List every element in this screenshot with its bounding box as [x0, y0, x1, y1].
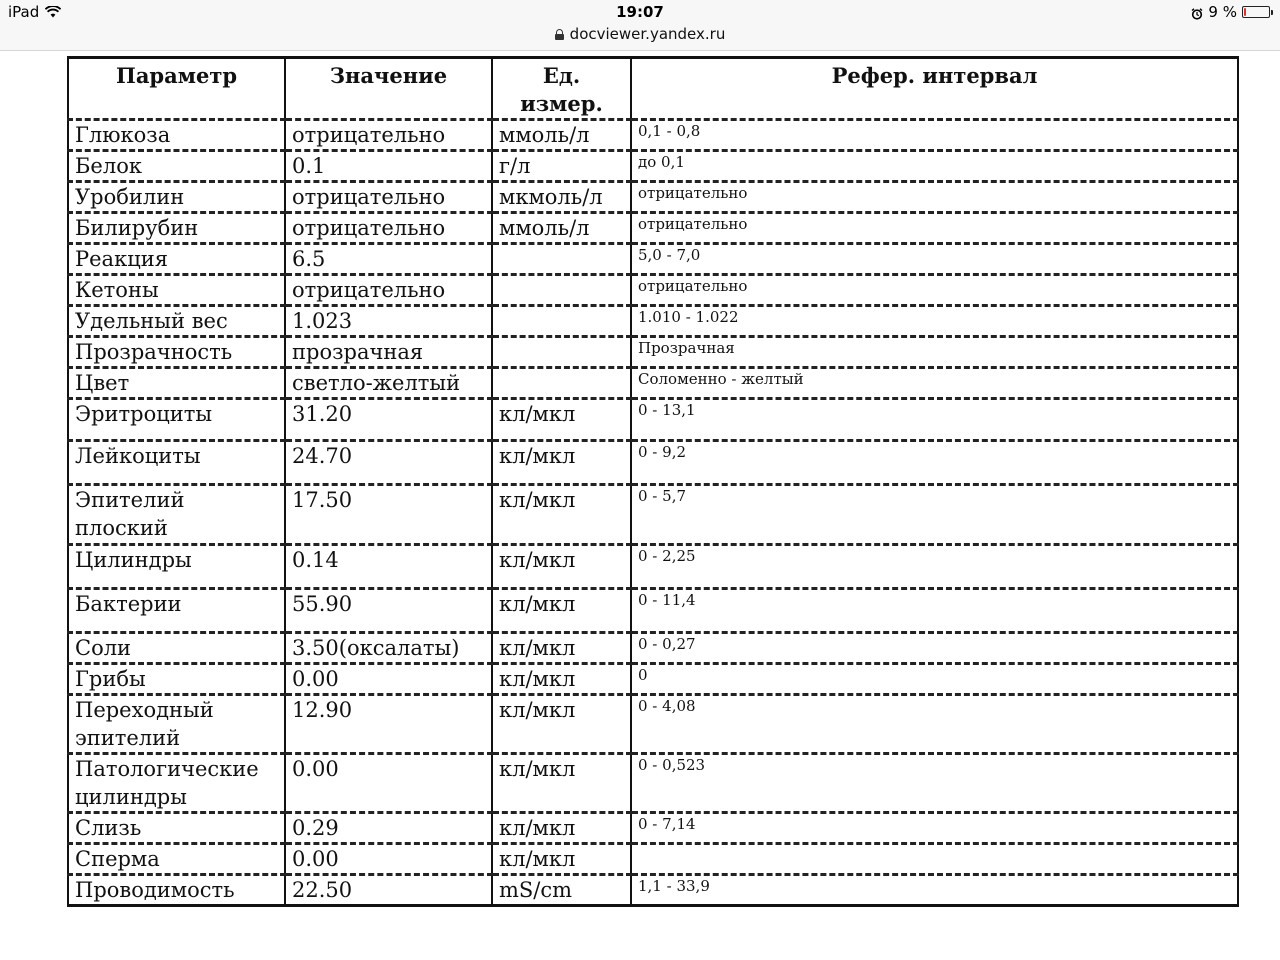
table-row — [68, 485, 1238, 545]
cell-parameter: Патологические цилиндры — [68, 754, 285, 813]
cell-unit — [492, 244, 631, 275]
cell-value: 31.20 — [285, 399, 492, 441]
table-row — [68, 151, 1238, 182]
cell-reference: 0 - 0,523 — [631, 754, 1238, 813]
table-row — [68, 213, 1238, 244]
cell-reference: 1.010 - 1.022 — [631, 306, 1238, 337]
cell-reference: отрицательно — [631, 275, 1238, 306]
cell-unit: кл/мкл — [492, 441, 631, 485]
table-row — [68, 545, 1238, 589]
cell-parameter: Белок — [68, 151, 285, 182]
cell-parameter: Слизь — [68, 813, 285, 844]
cell-reference: отрицательно — [631, 213, 1238, 244]
cell-reference: Соломенно - желтый — [631, 368, 1238, 399]
table-row — [68, 754, 1238, 813]
battery-icon — [1242, 6, 1270, 18]
cell-parameter: Переходный эпителий — [68, 695, 285, 754]
cell-parameter: Сперма — [68, 844, 285, 875]
cell-reference: 0,1 - 0,8 — [631, 120, 1238, 151]
battery-percent: 9 % — [1208, 3, 1237, 21]
cell-unit: ммоль/л — [492, 120, 631, 151]
cell-reference: 1,1 - 33,9 — [631, 875, 1238, 906]
table-row — [68, 813, 1238, 844]
cell-unit: mS/cm — [492, 875, 631, 906]
table-row — [68, 633, 1238, 664]
cell-reference: 5,0 - 7,0 — [631, 244, 1238, 275]
cell-unit: кл/мкл — [492, 589, 631, 633]
cell-unit: кл/мкл — [492, 754, 631, 813]
table-row — [68, 844, 1238, 875]
cell-reference: 0 - 4,08 — [631, 695, 1238, 754]
header-value: Значение — [285, 58, 492, 120]
cell-unit — [492, 275, 631, 306]
cell-unit — [492, 306, 631, 337]
cell-parameter: Уробилин — [68, 182, 285, 213]
cell-parameter: Прозрачность — [68, 337, 285, 368]
cell-unit: ммоль/л — [492, 213, 631, 244]
cell-reference: 0 - 5,7 — [631, 485, 1238, 545]
cell-reference: 0 - 2,25 — [631, 545, 1238, 589]
cell-value: отрицательно — [285, 275, 492, 306]
cell-value: прозрачная — [285, 337, 492, 368]
table-row — [68, 182, 1238, 213]
cell-value: светло-желтый — [285, 368, 492, 399]
cell-unit: кл/мкл — [492, 844, 631, 875]
cell-value: 17.50 — [285, 485, 492, 545]
cell-value: 0.00 — [285, 664, 492, 695]
cell-reference: 0 - 11,4 — [631, 589, 1238, 633]
cell-value: 24.70 — [285, 441, 492, 485]
table-row — [68, 695, 1238, 754]
cell-unit: кл/мкл — [492, 545, 631, 589]
cell-unit: кл/мкл — [492, 695, 631, 754]
cell-parameter: Лейкоциты — [68, 441, 285, 485]
cell-value: 0.00 — [285, 844, 492, 875]
table-row — [68, 875, 1238, 906]
table-header-row — [68, 58, 1238, 120]
cell-value: 0.14 — [285, 545, 492, 589]
cell-unit: г/л — [492, 151, 631, 182]
cell-unit: мкмоль/л — [492, 182, 631, 213]
cell-reference: 0 - 13,1 — [631, 399, 1238, 441]
cell-parameter: Грибы — [68, 664, 285, 695]
cell-parameter: Соли — [68, 633, 285, 664]
cell-reference: до 0,1 — [631, 151, 1238, 182]
cell-parameter: Цилиндры — [68, 545, 285, 589]
alarm-icon — [1191, 6, 1203, 18]
cell-value: отрицательно — [285, 213, 492, 244]
table-row — [68, 664, 1238, 695]
cell-value: 22.50 — [285, 875, 492, 906]
cell-parameter: Реакция — [68, 244, 285, 275]
table-row — [68, 120, 1238, 151]
address-bar[interactable] — [0, 25, 1280, 43]
cell-unit: кл/мкл — [492, 633, 631, 664]
cell-value: 3.50(оксалаты) — [285, 633, 492, 664]
address-url[interactable]: docviewer.yandex.ru — [569, 25, 726, 43]
cell-value: 55.90 — [285, 589, 492, 633]
cell-parameter: Эпителий плоский — [68, 485, 285, 545]
cell-parameter: Эритроциты — [68, 399, 285, 441]
table-row — [68, 244, 1238, 275]
cell-reference: 0 - 0,27 — [631, 633, 1238, 664]
table-row — [68, 337, 1238, 368]
cell-unit — [492, 368, 631, 399]
cell-value: 1.023 — [285, 306, 492, 337]
cell-parameter: Билирубин — [68, 213, 285, 244]
cell-value: отрицательно — [285, 182, 492, 213]
cell-value: 0.00 — [285, 754, 492, 813]
table-row — [68, 589, 1238, 633]
cell-value: отрицательно — [285, 120, 492, 151]
cell-reference: 0 - 9,2 — [631, 441, 1238, 485]
cell-value: 6.5 — [285, 244, 492, 275]
wifi-icon — [45, 6, 61, 18]
cell-unit: кл/мкл — [492, 664, 631, 695]
device-name: iPad — [8, 3, 40, 21]
table-row — [68, 368, 1238, 399]
table-row — [68, 399, 1238, 441]
cell-reference — [631, 844, 1238, 875]
cell-unit: кл/мкл — [492, 485, 631, 545]
header-reference: Рефер. интервал — [631, 58, 1238, 120]
cell-unit: кл/мкл — [492, 813, 631, 844]
status-left — [8, 3, 61, 21]
cell-unit — [492, 337, 631, 368]
table-row — [68, 306, 1238, 337]
cell-parameter: Глюкоза — [68, 120, 285, 151]
header-parameter: Параметр — [68, 58, 285, 120]
clock: 19:07 — [616, 3, 664, 21]
cell-reference: отрицательно — [631, 182, 1238, 213]
lock-icon — [555, 29, 564, 40]
results-table — [67, 56, 1239, 907]
cell-reference: Прозрачная — [631, 337, 1238, 368]
header-unit: Ед. измер. — [492, 58, 631, 120]
cell-parameter: Удельный вес — [68, 306, 285, 337]
cell-parameter: Цвет — [68, 368, 285, 399]
battery-level — [1244, 8, 1246, 16]
status-right — [1191, 3, 1270, 21]
cell-parameter: Кетоны — [68, 275, 285, 306]
cell-unit: кл/мкл — [492, 399, 631, 441]
status-bar — [0, 0, 1280, 51]
cell-reference: 0 - 7,14 — [631, 813, 1238, 844]
cell-value: 0.29 — [285, 813, 492, 844]
cell-parameter: Проводимость — [68, 875, 285, 906]
cell-parameter: Бактерии — [68, 589, 285, 633]
table-row — [68, 441, 1238, 485]
document-page — [67, 56, 1239, 902]
cell-value: 12.90 — [285, 695, 492, 754]
table-row — [68, 275, 1238, 306]
cell-reference: 0 — [631, 664, 1238, 695]
cell-value: 0.1 — [285, 151, 492, 182]
